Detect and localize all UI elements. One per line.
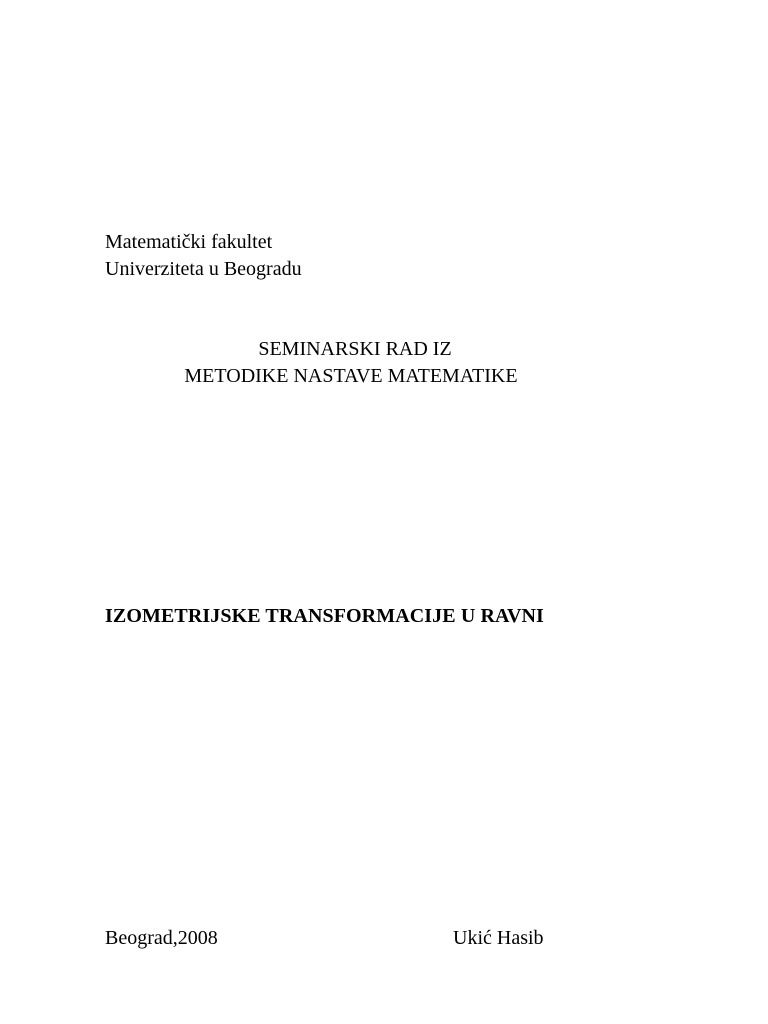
document-title: IZOMETRIJSKE TRANSFORMACIJE U RAVNI <box>105 605 544 627</box>
faculty-name: Matematički fakultet <box>105 231 273 253</box>
seminar-heading-line-2: METODIKE NASTAVE MATEMATIKE <box>184 365 518 387</box>
seminar-heading-line-1: SEMINARSKI RAD IZ <box>258 338 452 360</box>
university-name: Univerziteta u Beogradu <box>105 258 302 280</box>
place-and-year: Beograd,2008 <box>105 927 218 949</box>
author-name: Ukić Hasib <box>453 927 544 949</box>
